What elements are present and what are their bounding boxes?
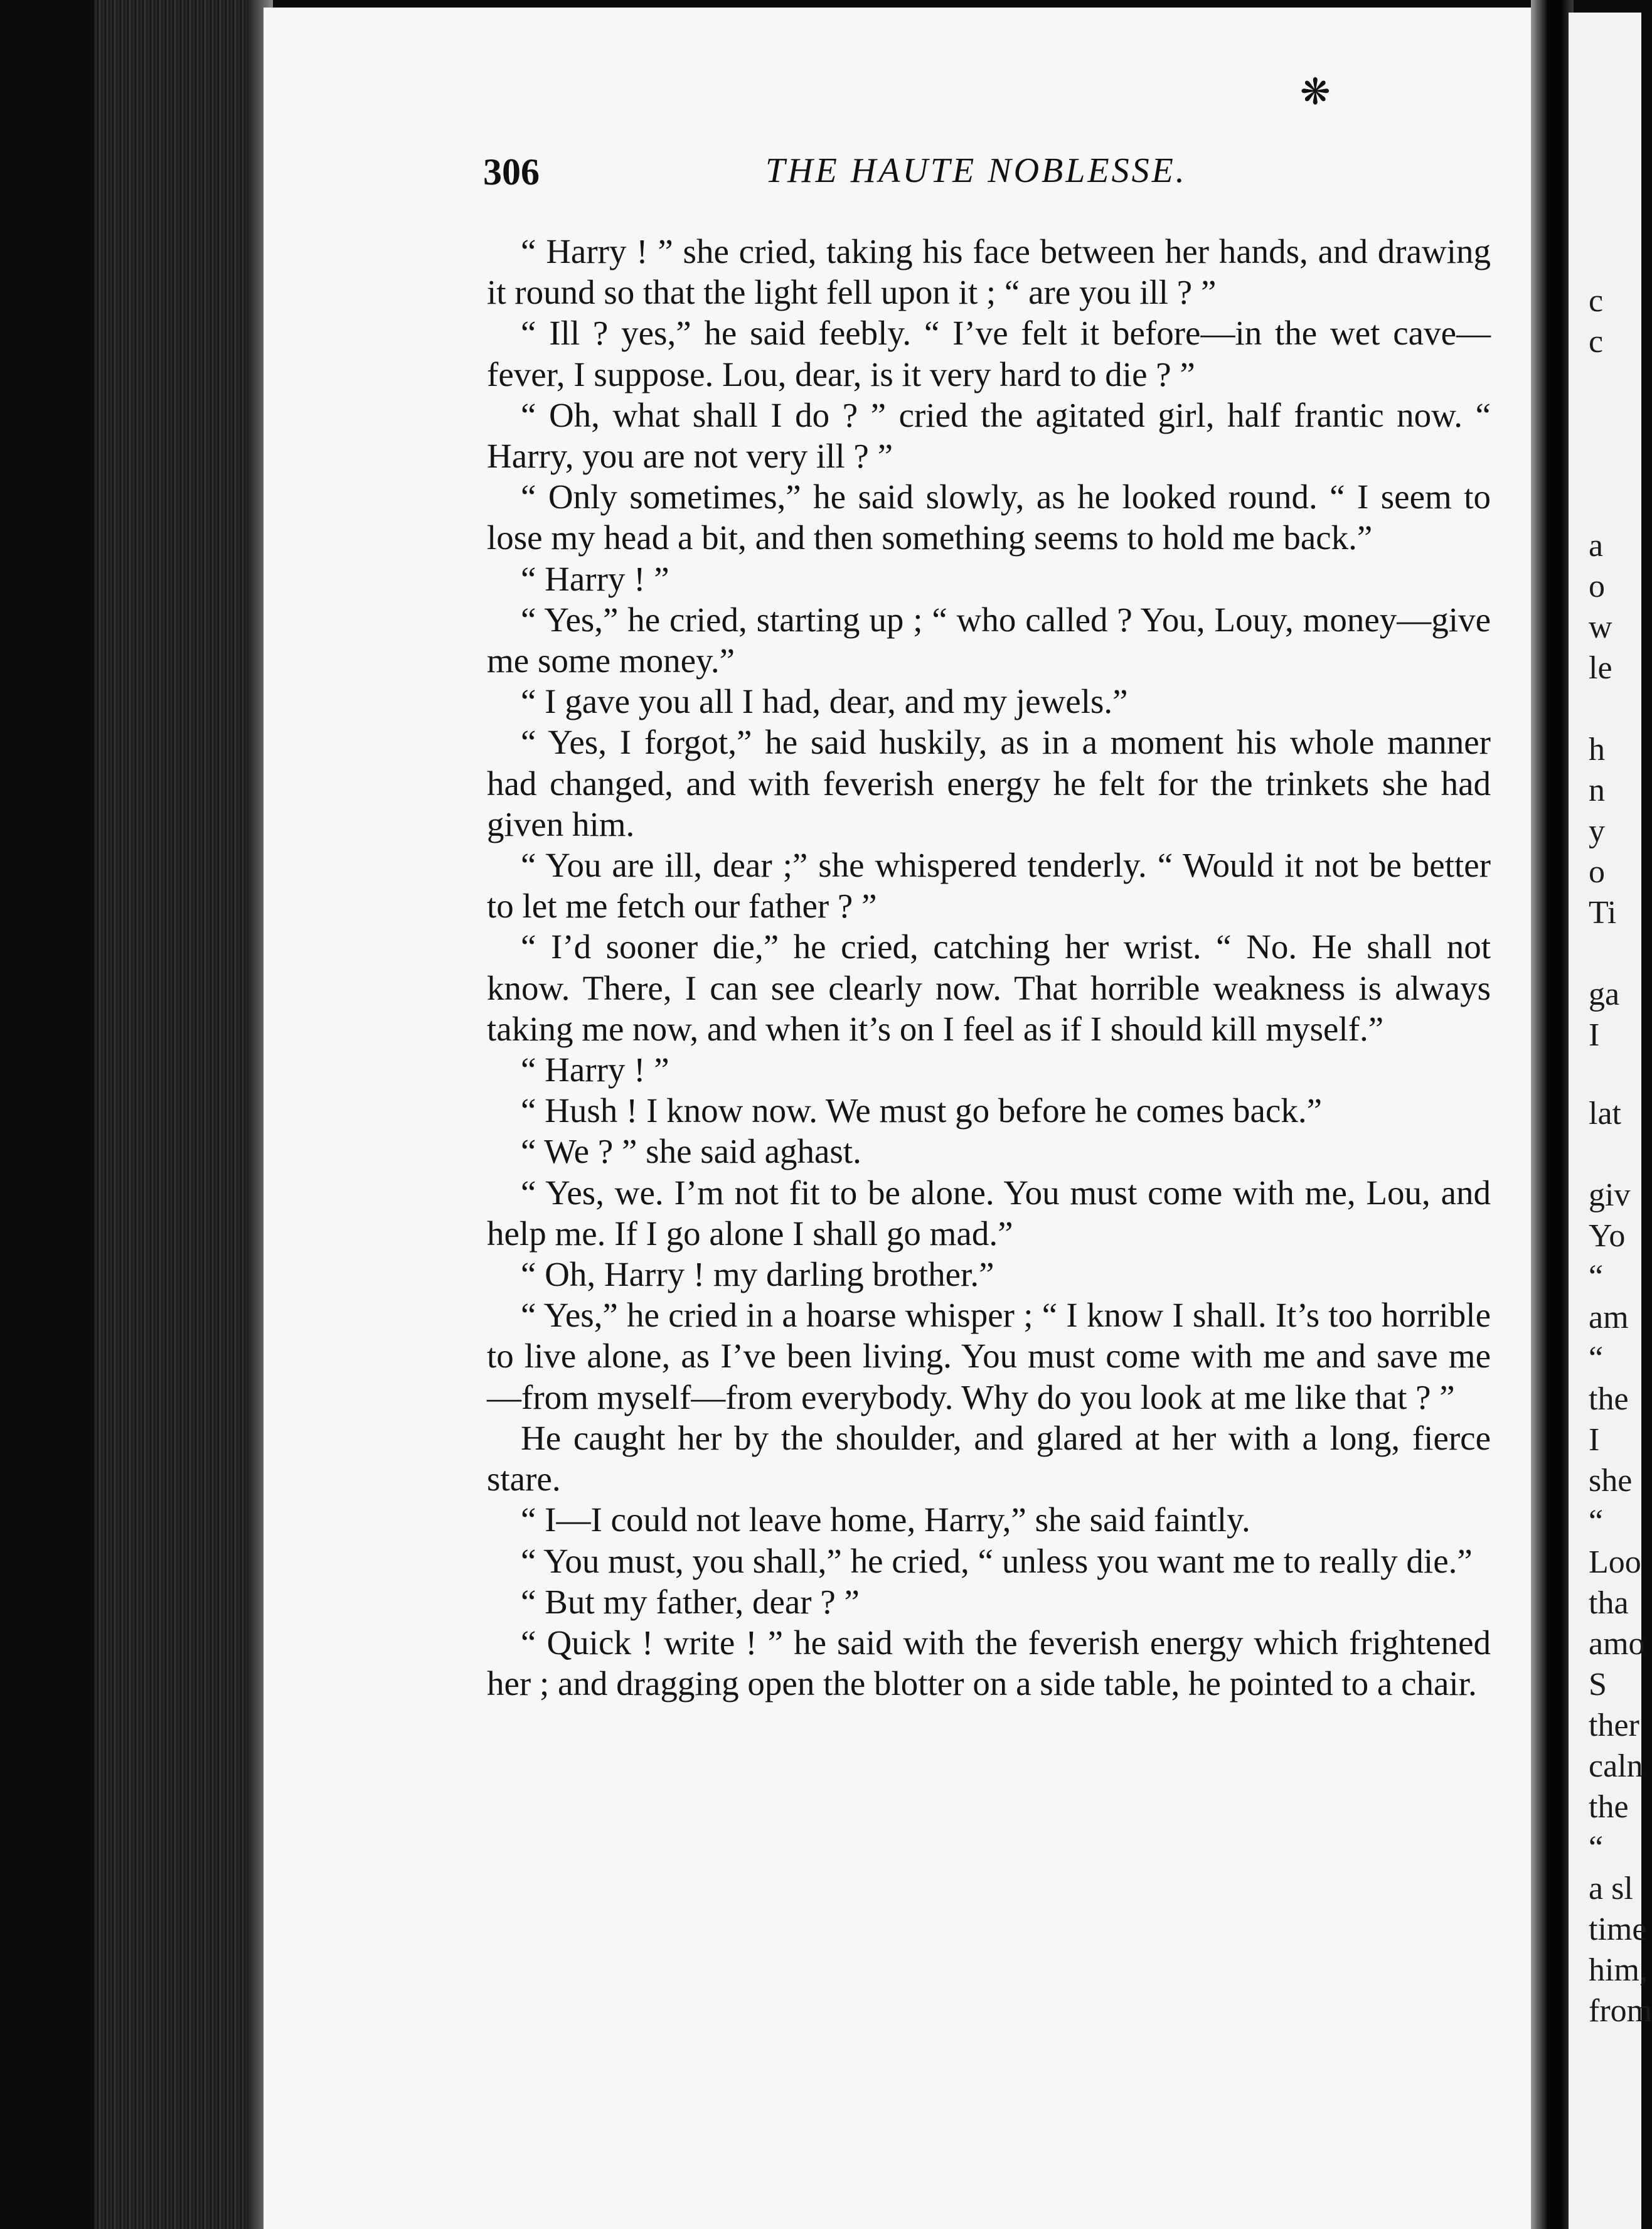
paragraph: “ Only sometimes,” he said slowly, as he looked round. “ I seem to lose my head a bit, and then something seems to hold me back.” bbox=[487, 478, 1491, 557]
book-page-edges bbox=[94, 0, 264, 2229]
paragraph: “ We ? ” she said aghast. bbox=[521, 1132, 861, 1171]
facing-page-fragment: him, bbox=[1589, 1952, 1648, 1988]
facing-page-fragment: ga bbox=[1589, 976, 1620, 1012]
facing-page-fragment: o bbox=[1589, 854, 1605, 890]
paragraph: “ I’d sooner die,” he cried, catching her wrist. “ No. He shall not know. There, I can see clearly now. That horrible weakness is always taking me now, and when it’s on I feel as if I should kill myself.” bbox=[487, 927, 1491, 1048]
facing-page-fragment: the bbox=[1589, 1381, 1629, 1417]
facing-page-fragment: “ bbox=[1589, 1259, 1604, 1295]
facing-page-fragment: le bbox=[1589, 650, 1612, 686]
facing-page-fragment: “ bbox=[1589, 1830, 1604, 1866]
facing-page-fragment: I bbox=[1589, 1422, 1600, 1458]
facing-page-fragment: o bbox=[1589, 569, 1605, 604]
facing-page-fragment: amo bbox=[1589, 1626, 1645, 1662]
facing-page-fragment: “ bbox=[1589, 1340, 1604, 1376]
facing-page-fragment: Yo bbox=[1589, 1218, 1626, 1254]
facing-page-fragment: giv bbox=[1589, 1177, 1631, 1213]
facing-page-fragment: ther bbox=[1589, 1708, 1639, 1743]
facing-page-fragment: a sl bbox=[1589, 1871, 1633, 1906]
printer-mark: ❋ bbox=[1300, 72, 1331, 112]
paragraph: “ Yes,” he cried, starting up ; “ who called ? You, Louy, money—give me some money.” bbox=[487, 600, 1491, 680]
facing-page-fragment: lat bbox=[1589, 1096, 1621, 1131]
paragraph: “ Oh, what shall I do ? ” cried the agitated girl, half frantic now. “ Harry, you are not very ill ? ” bbox=[487, 395, 1491, 476]
facing-page-fragment: “ bbox=[1589, 1504, 1604, 1539]
page-number: 306 bbox=[483, 151, 540, 193]
facing-page-fragment: the bbox=[1589, 1789, 1629, 1825]
facing-page-fragment: h bbox=[1589, 732, 1605, 767]
facing-page-fragment: time bbox=[1589, 1911, 1647, 1947]
facing-page-fragment: a bbox=[1589, 528, 1604, 564]
facing-page-fragment: n bbox=[1589, 772, 1605, 808]
facing-page-fragment: c bbox=[1589, 324, 1604, 360]
facing-page-fragment: S bbox=[1589, 1667, 1607, 1702]
paragraph: “ Quick ! write ! ” he said with the feverish energy which frightened her ; and dragging open the blotter on a side table, he pointed to a chair. bbox=[487, 1623, 1491, 1703]
running-title: THE HAUTE NOBLESSE. bbox=[765, 151, 1187, 190]
gutter-shadow bbox=[1531, 0, 1574, 2229]
paragraph: “ Harry ! ” bbox=[521, 559, 669, 598]
facing-page-fragment: y bbox=[1589, 813, 1605, 849]
paragraph: “ Yes,” he cried in a hoarse whisper ; “ I know I shall. It’s too horrible to live alone, as I’ve been living. You must come with me and save me—from myself—from everybody. Why do you look at me like that ? ” bbox=[487, 1296, 1491, 1416]
paragraph: “ Harry ! ” she cried, taking his face between her hands, and drawing it round so that the light fell upon it ; “ are you ill ? ” bbox=[487, 232, 1491, 312]
paragraph: “ You must, you shall,” he cried, “ unless you want me to really die.” bbox=[521, 1541, 1473, 1580]
running-head bbox=[483, 151, 1481, 201]
facing-page-fragment: caln bbox=[1589, 1748, 1643, 1784]
paragraph: “ Oh, Harry ! my darling brother.” bbox=[521, 1255, 994, 1294]
facing-page-fragment: I bbox=[1589, 1017, 1600, 1053]
facing-page-fragment: Ti bbox=[1589, 895, 1617, 931]
facing-page-fragment: Loo bbox=[1589, 1544, 1641, 1580]
paragraph: “ Yes, we. I’m not fit to be alone. You must come with me, Lou, and help me. If I go alone I shall go mad.” bbox=[487, 1173, 1491, 1253]
paragraph: “ I—I could not leave home, Harry,” she said faintly. bbox=[521, 1500, 1250, 1539]
paragraph: He caught her by the shoulder, and glared at her with a long, fierce stare. bbox=[487, 1418, 1491, 1499]
paragraph: “ You are ill, dear ;” she whispered tenderly. “ Would it not be better to let me fetch our father ? ” bbox=[487, 846, 1491, 926]
facing-page-fragment: am bbox=[1589, 1300, 1629, 1335]
facing-page bbox=[1569, 13, 1652, 2229]
paragraph: “ But my father, dear ? ” bbox=[521, 1582, 860, 1621]
paragraph: “ Hush ! I know now. We must go before he comes back.” bbox=[521, 1091, 1323, 1130]
facing-page-fragment: c bbox=[1589, 283, 1604, 319]
facing-page-fragment: she bbox=[1589, 1463, 1633, 1499]
body-text bbox=[487, 231, 1491, 1704]
facing-page-fragment: from bbox=[1589, 1993, 1652, 2029]
paragraph: “ Harry ! ” bbox=[521, 1050, 669, 1089]
paragraph: “ Yes, I forgot,” he said huskily, as in a moment his whole manner had changed, and with feverish energy he felt for the trinkets she had given him. bbox=[487, 723, 1491, 843]
facing-page-fragment: tha bbox=[1589, 1585, 1629, 1621]
facing-page-fragment: w bbox=[1589, 609, 1612, 645]
paragraph: “ Ill ? yes,” he said feebly. “ I’ve felt it before—in the wet cave—fever, I suppose. Lou, dear, is it very hard to die ? ” bbox=[487, 314, 1491, 393]
paragraph: “ I gave you all I had, dear, and my jewels.” bbox=[521, 682, 1128, 721]
